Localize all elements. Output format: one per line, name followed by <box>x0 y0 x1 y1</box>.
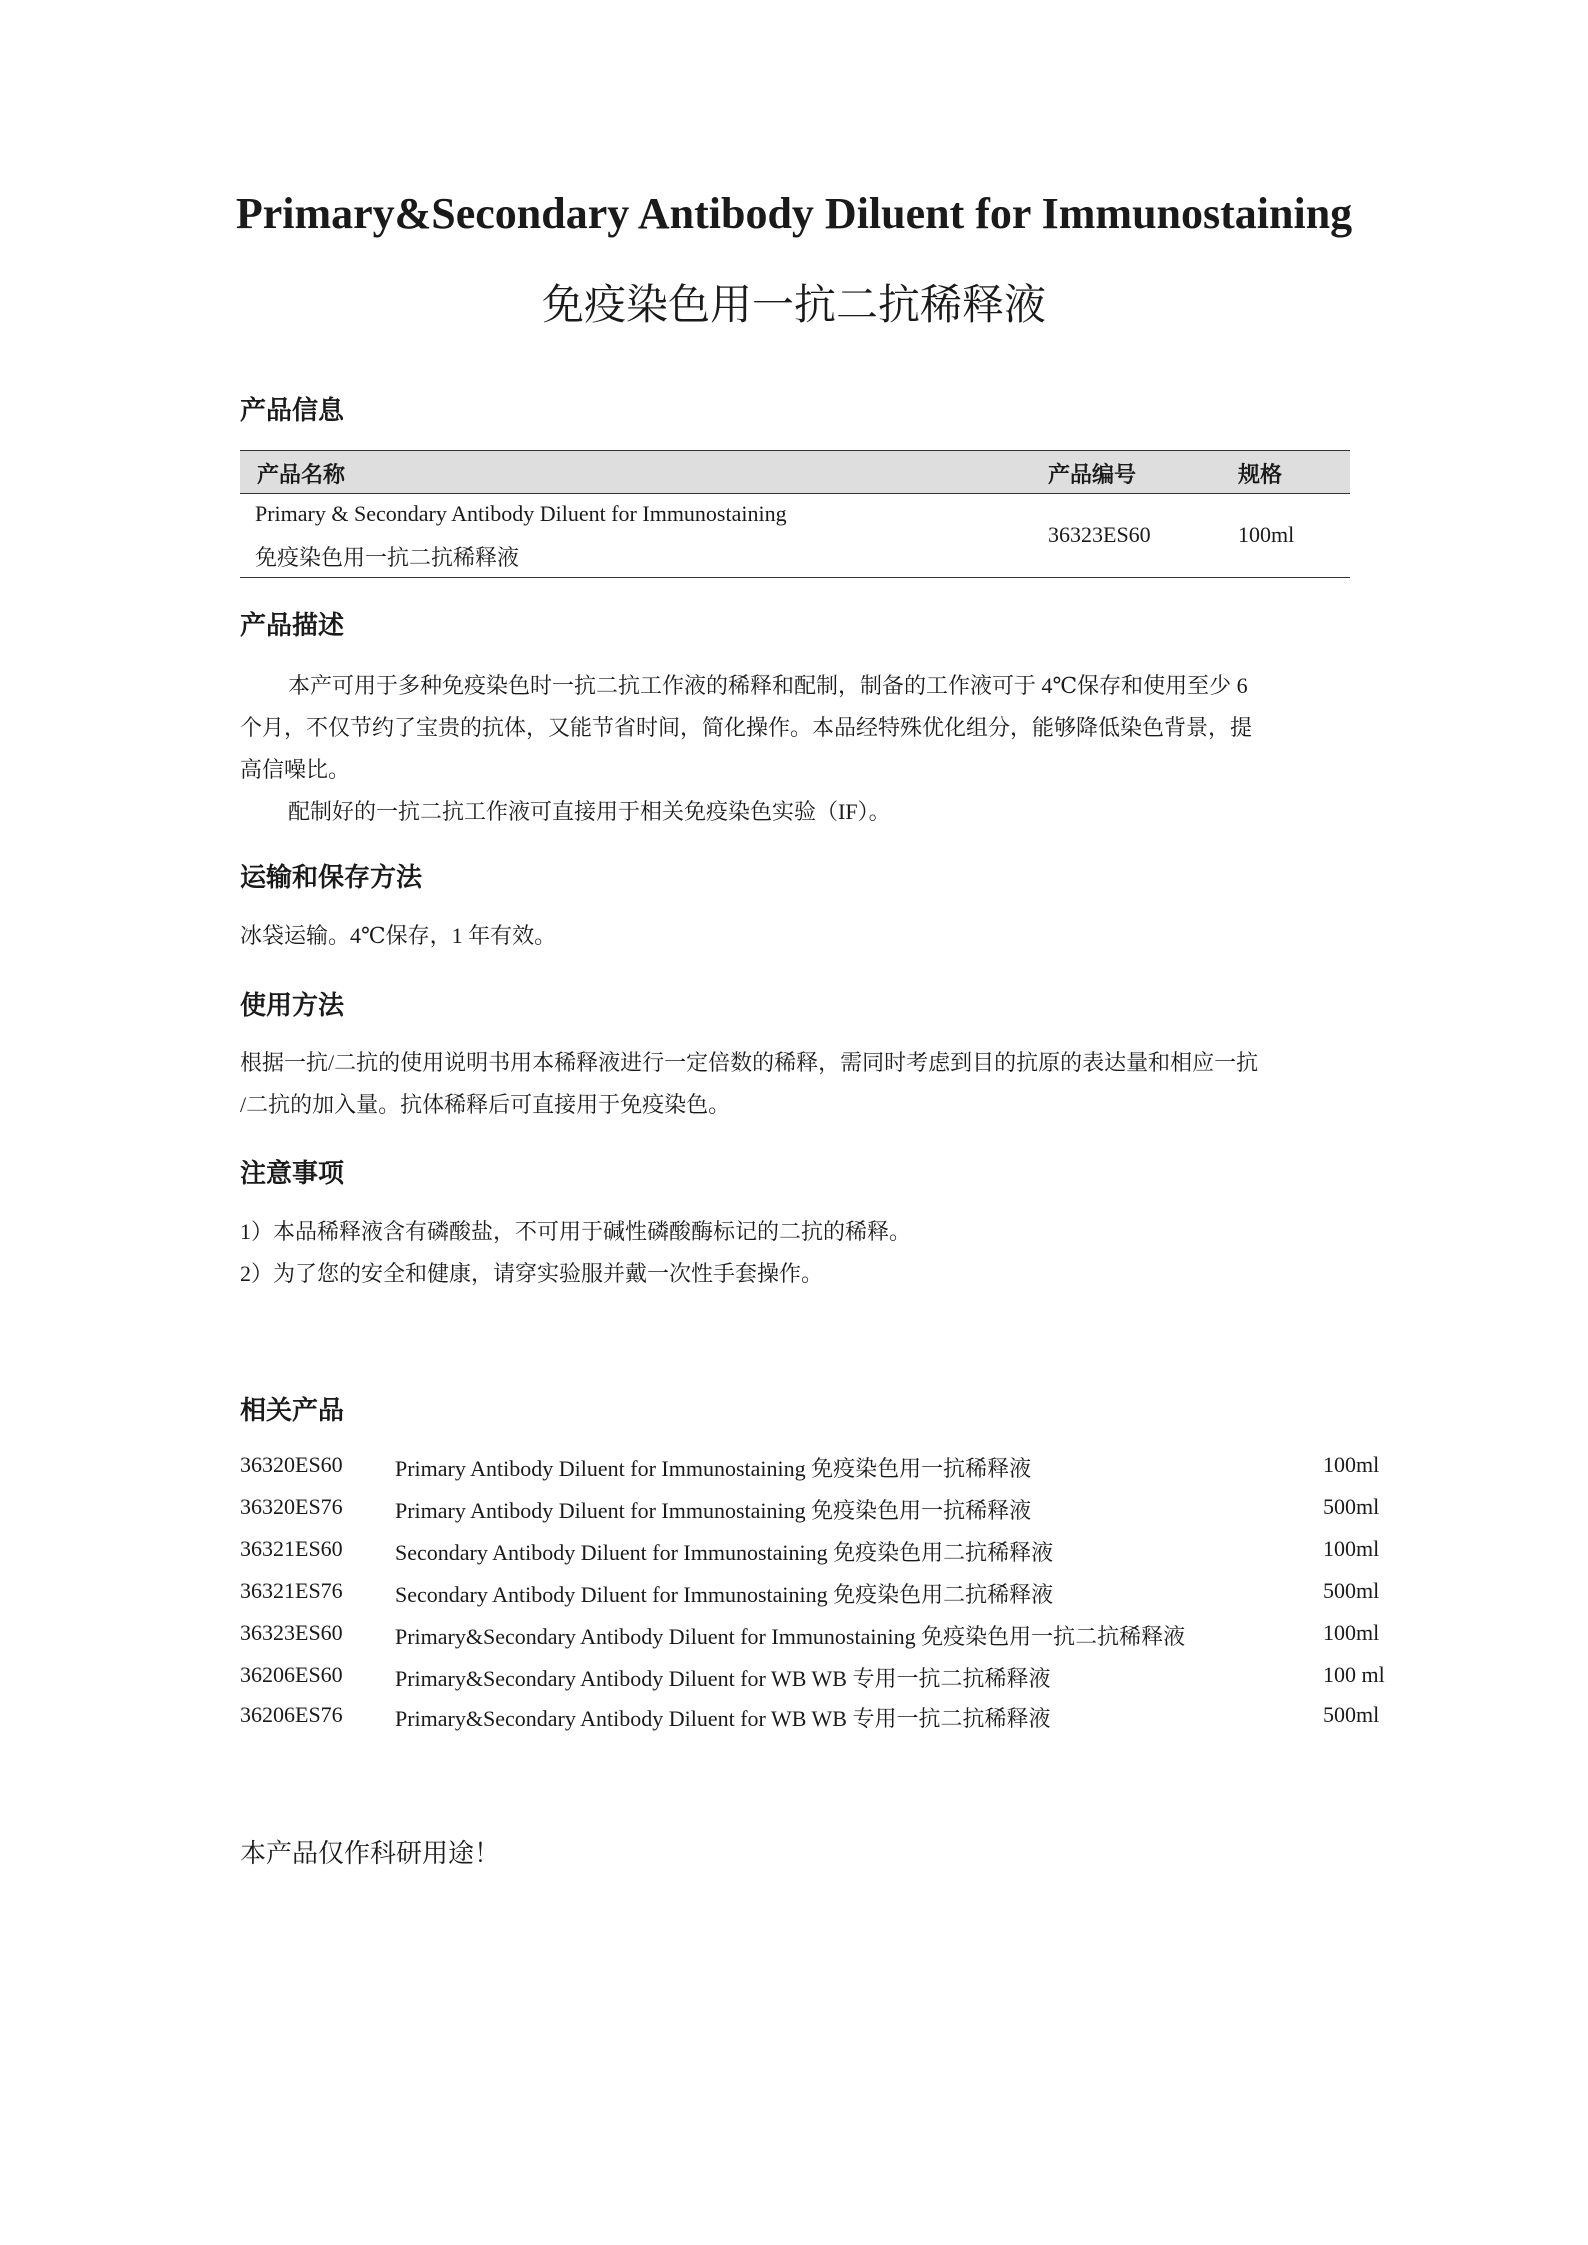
related-name: Primary Antibody Diluent for Immunostaining 免疫染色用一抗稀释液 <box>395 1498 1032 1523</box>
section-heading-related: 相关产品 <box>240 1396 345 1425</box>
related-row <box>240 1494 1400 1536</box>
related-spec: 500ml <box>1323 1578 1380 1603</box>
related-name: Primary Antibody Diluent for Immunostaining 免疫染色用一抗稀释液 <box>395 1456 1032 1481</box>
related-name: Secondary Antibody Diluent for Immunostaining 免疫染色用二抗稀释液 <box>395 1540 1054 1565</box>
related-code: 36206ES60 <box>240 1662 343 1687</box>
related-row <box>240 1702 1400 1744</box>
product-table-row <box>240 493 1350 578</box>
related-row <box>240 1536 1400 1578</box>
description-line-1: 本产可用于多种免疫染色时一抗二抗工作液的稀释和配制，制备的工作液可于 4℃保存和使用至少 6 <box>288 673 1248 698</box>
related-code: 36206ES76 <box>240 1702 343 1727</box>
note-item: 2）为了您的安全和健康，请穿实验服并戴一次性手套操作。 <box>240 1261 824 1286</box>
product-spec: 100ml <box>1238 522 1295 547</box>
related-spec: 500ml <box>1323 1702 1380 1727</box>
usage-line-2: /二抗的加入量。抗体稀释后可直接用于免疫染色。 <box>240 1092 731 1117</box>
related-spec: 100ml <box>1323 1452 1380 1477</box>
section-heading-product-info: 产品信息 <box>240 396 345 425</box>
col-header-name: 产品名称 <box>257 462 346 487</box>
research-use-notice: 本产品仅作科研用途！ <box>240 1839 501 1868</box>
note-item: 1）本品稀释液含有磷酸盐，不可用于碱性磷酸酶标记的二抗的稀释。 <box>240 1219 912 1244</box>
col-header-code: 产品编号 <box>1048 462 1137 487</box>
related-row <box>240 1662 1400 1704</box>
title-english: Primary&Secondary Antibody Diluent for Immunostaining <box>235 189 1353 238</box>
storage-text: 冰袋运输。4℃保存，1 年有效。 <box>240 923 557 948</box>
section-heading-description: 产品描述 <box>240 611 345 640</box>
notes-list <box>240 1211 1360 1295</box>
description-line-4: 配制好的一抗二抗工作液可直接用于相关免疫染色实验（IF）。 <box>288 799 891 824</box>
related-name: Primary&Secondary Antibody Diluent for WB WB 专用一抗二抗稀释液 <box>395 1666 1051 1691</box>
related-name: Secondary Antibody Diluent for Immunostaining 免疫染色用二抗稀释液 <box>395 1582 1054 1607</box>
related-code: 36320ES76 <box>240 1494 343 1519</box>
product-name-en: Primary & Secondary Antibody Diluent for Immunostaining <box>255 501 787 526</box>
usage-text <box>240 1042 1360 1126</box>
related-code: 36320ES60 <box>240 1452 343 1477</box>
description-text <box>240 665 1360 833</box>
usage-line-1: 根据一抗/二抗的使用说明书用本稀释液进行一定倍数的稀释，需同时考虑到目的抗原的表达量和相应一抗 <box>240 1050 1259 1075</box>
description-line-2: 个月，不仅节约了宝贵的抗体，又能节省时间，简化操作。本品经特殊优化组分，能够降低染色背景，提 <box>240 715 1253 740</box>
product-code: 36323ES60 <box>1048 522 1151 547</box>
related-code: 36321ES76 <box>240 1578 343 1603</box>
related-code: 36323ES60 <box>240 1620 343 1645</box>
related-name: Primary&Secondary Antibody Diluent for WB WB 专用一抗二抗稀释液 <box>395 1706 1051 1731</box>
related-spec: 100ml <box>1323 1620 1380 1645</box>
related-spec: 100ml <box>1323 1536 1380 1561</box>
col-header-spec: 规格 <box>1238 462 1283 487</box>
related-spec: 100 ml <box>1323 1662 1385 1687</box>
title-chinese: 免疫染色用一抗二抗稀释液 <box>541 283 1046 329</box>
related-row <box>240 1452 1400 1494</box>
related-row <box>240 1620 1400 1662</box>
section-heading-usage: 使用方法 <box>240 991 345 1020</box>
related-code: 36321ES60 <box>240 1536 343 1561</box>
product-name-cn: 免疫染色用一抗二抗稀释液 <box>255 545 520 570</box>
related-row <box>240 1578 1400 1620</box>
related-name: Primary&Secondary Antibody Diluent for Immunostaining 免疫染色用一抗二抗稀释液 <box>395 1624 1186 1649</box>
product-table-header <box>240 450 1350 494</box>
section-heading-storage: 运输和保存方法 <box>240 863 423 892</box>
section-heading-notes: 注意事项 <box>240 1159 345 1188</box>
related-spec: 500ml <box>1323 1494 1380 1519</box>
description-line-3: 高信噪比。 <box>240 757 351 782</box>
